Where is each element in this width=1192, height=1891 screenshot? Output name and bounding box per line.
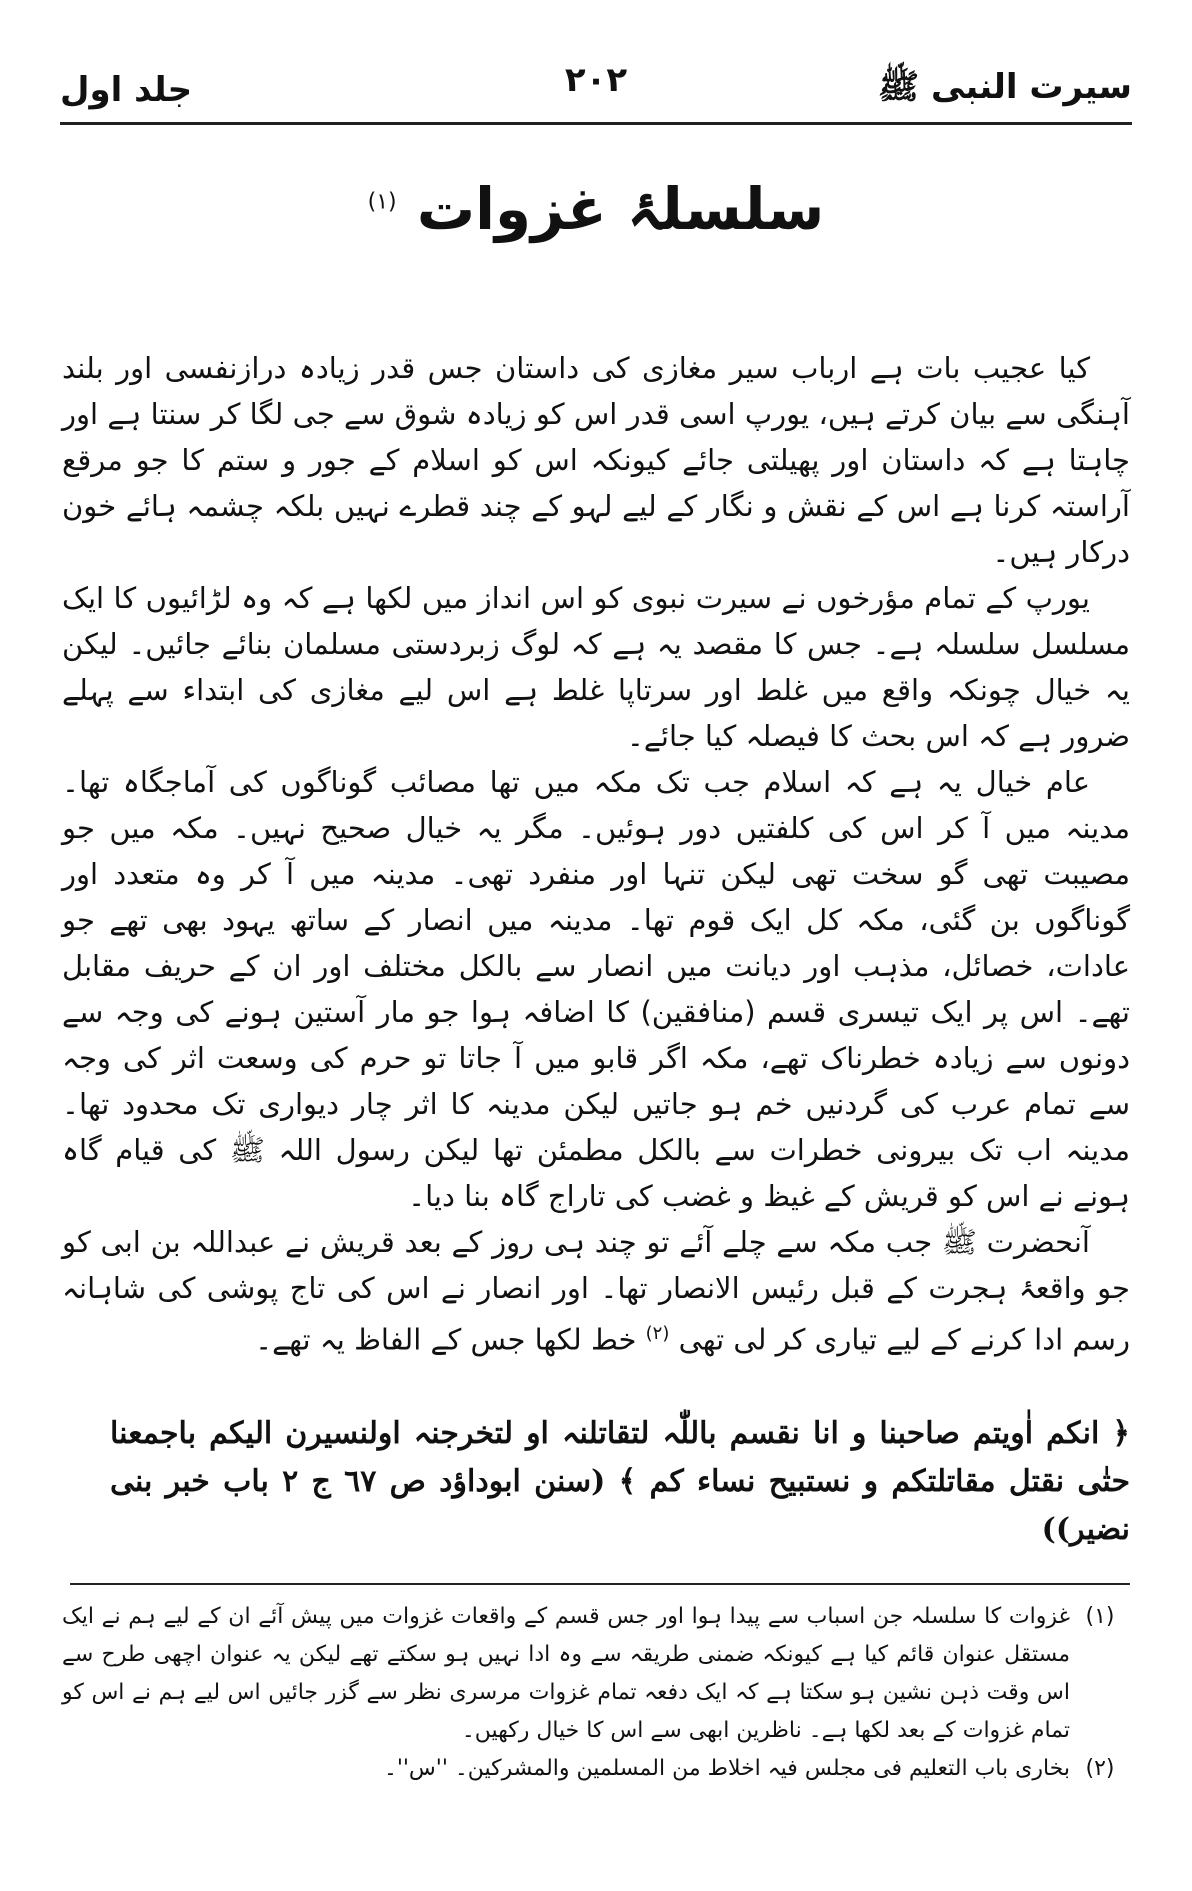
quote-citation: (سنن ابوداؤد ص ٦٧ ج ٢ باب خبر بنی نضیر)) <box>110 1464 1130 1547</box>
paragraph-4-text: آنحضرت ﷺ جب مکہ سے چلے آئے تو چند ہی روز کے بعد قریش نے عبداللہ بن ابی کو جو واقعۂ ہجرت کے قبل رئیس الانصار تھا۔ اور انصار نے اس کی تاج پوشی کی شاہانہ رسم ادا کرنے کے لیے تیاری کر لی تھی <box>62 1225 1130 1357</box>
footnote-ref-2: (۲) <box>645 1323 670 1344</box>
quote-text: ﴿ انکم اٰویتم صاحبنا و انا نقسم باللّٰہ لتقاتلنہ او لتخرجنہ اولنسیرن الیکم باجمعنا حتٰی نقتل مقاتلتکم و نستبیح نساء کم ﴾ <box>110 1416 1131 1499</box>
footnote-2 <box>62 1750 1130 1788</box>
footnote-text: بخاری باب التعلیم فی مجلس فیہ اخلاط من المسلمین والمشرکین۔ ''س''۔ <box>383 1756 1070 1781</box>
footnote-number: (۱) <box>1085 1604 1115 1629</box>
book-title: سیرت النبی ﷺ <box>878 66 1132 107</box>
volume-label: جلد اول <box>60 70 193 110</box>
paragraph-4 <box>62 1219 1130 1363</box>
footnote-text: غزوات کا سلسلہ جن اسباب سے پیدا ہوا اور جس قسم کے واقعات غزوات میں پیش آئے ان کے لیے ہم نے ایک مستقل عنوان قائم کیا ہے کیونکہ ضمنی طریقہ سے وہ ادا نہیں ہو سکتے تھے لیکن یہ عنوان اچھی طرح سے اس وقت ذہن نشین ہو سکتا ہے کہ ایک دفعہ تمام غزوات مرسری نظر سے گزر جائیں اس لیے ہم نے اس کو تمام غزوات کے بعد لکھا ہے۔ ناظرین ابھی سے اس کا خیال رکھیں۔ <box>62 1604 1070 1743</box>
footnote-divider <box>70 1583 1130 1585</box>
chapter-title-text: سلسلۂ غزوات <box>416 175 825 243</box>
footnote-1 <box>62 1598 1130 1750</box>
footnote-number: (۲) <box>1085 1756 1115 1781</box>
chapter-footnote-mark: (۱) <box>367 189 397 215</box>
paragraph-1: کیا عجیب بات ہے ارباب سیر مغازی کی داستان جس قدر زیادہ درازنفسی اور بلند آہنگی سے بیان کرتے ہیں، یورپ اسی قدر اس کو زیادہ شوق سے جی لگا کر سنتا ہے اور چاہتا ہے کہ داستان اور پھیلتی جائے کیونکہ اس کو اسلام کے جور و ستم کا جو مرقع آراستہ کرنا ہے اس کے نقش و نگار کے لیے لہو کے چند قطرے نہیں بلکہ چشمہ ہائے خون درکار ہیں۔ <box>62 351 1130 569</box>
header-divider <box>60 122 1132 125</box>
paragraph-3: عام خیال یہ ہے کہ اسلام جب تک مکہ میں تھا مصائب گوناگوں کی آماجگاہ تھا۔ مدینہ میں آ کر اس کی کلفتیں دور ہوئیں۔ مگر یہ خیال صحیح نہیں۔ مکہ میں جو مصیبت تھی گو سخت تھی لیکن تنہا اور منفرد تھی۔ مدینہ میں آ کر وہ متعدد اور گوناگوں بن گئی، مکہ کل ایک قوم تھا۔ مدینہ میں انصار کے ساتھ یہود بھی تھے جو عادات، خصائل، مذہب اور دیانت میں انصار سے بالکل مختلف اور ان کے حریف مقابل تھے۔ اس پر ایک تیسری قسم (منافقین) کا اضافہ ہوا جو مار آستین ہونے کی وجہ سے دونوں سے زیادہ خطرناک تھے، مکہ اگر قابو میں آ جاتا تو حرم کی وسعت اثر کی وجہ سے تمام عرب کی گردنیں خم ہو جاتیں لیکن مدینہ کا اثر چار دیواری تک محدود تھا۔ مدینہ اب تک بیرونی خطرات سے بالکل مطمئن تھا لیکن رسول اللہ ﷺ کی قیام گاہ ہونے نے اس کو قریش کے غیظ و غضب کی تاراج گاہ بنا دیا۔ <box>62 765 1130 1213</box>
body-text <box>62 345 1130 1363</box>
paragraph-2: یورپ کے تمام مؤرخوں نے سیرت نبوی کو اس انداز میں لکھا ہے کہ وہ لڑائیوں کا ایک مسلسل سلسلہ ہے۔ جس کا مقصد یہ ہے کہ لوگ زبردستی مسلمان بنائے جائیں۔ لیکن یہ خیال چونکہ واقع میں غلط اور سرتاپا غلط ہے اس لیے مغازی کی ابتداء سے پہلے ضرور ہے کہ اس بحث کا فیصلہ کیا جائے۔ <box>62 581 1130 753</box>
footnotes <box>62 1598 1130 1788</box>
arabic-quote <box>110 1410 1130 1554</box>
paragraph-4-tail: خط لکھا جس کے الفاظ یہ تھے۔ <box>255 1322 637 1357</box>
chapter-title <box>200 175 992 243</box>
page-number: ۲۰۲ <box>564 60 628 100</box>
